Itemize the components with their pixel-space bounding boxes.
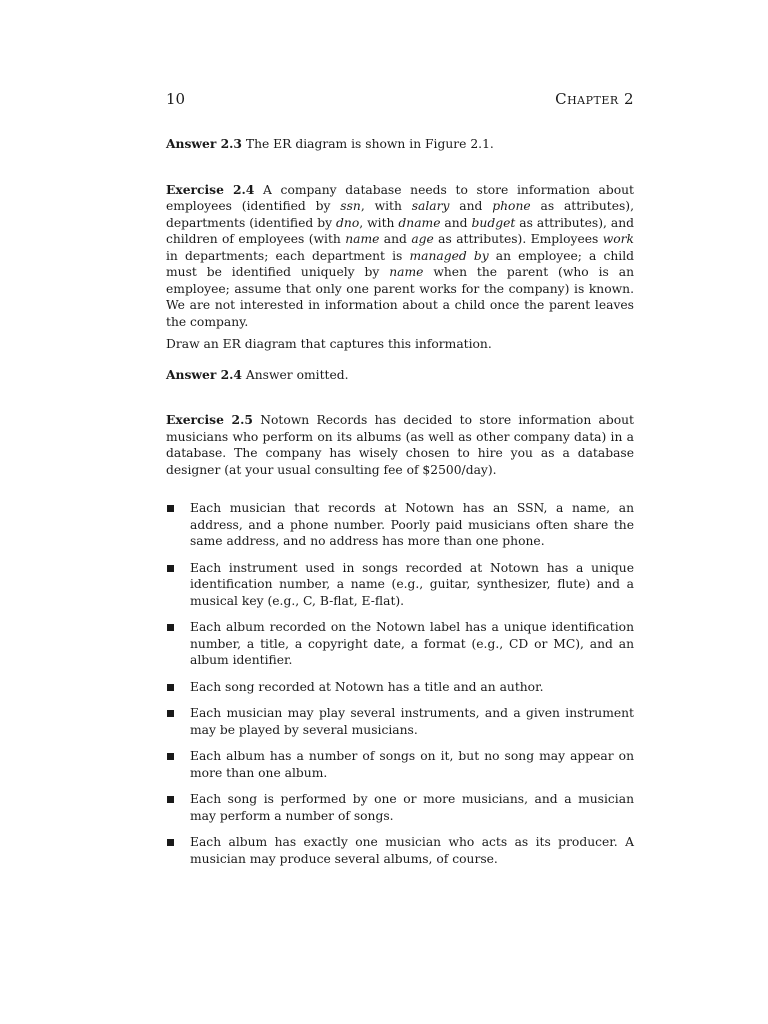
bullet-square-icon [167, 710, 174, 717]
list-item [166, 791, 634, 824]
exercise-2-4 [166, 182, 634, 331]
exercise-text: , with [360, 199, 412, 213]
exercise-text: as attributes). Employees [433, 232, 603, 246]
attribute-budget: budget [471, 215, 516, 230]
attribute-name: name [345, 232, 380, 246]
exercise-text: as attributes), and children of employees (with [166, 215, 635, 246]
list-item [166, 560, 634, 610]
exercise-label: Exercise 2.4 [166, 181, 255, 197]
exercise-text: and [449, 199, 493, 213]
answer-label: Answer 2.4 [166, 366, 242, 382]
attribute-age: age [411, 232, 434, 246]
relationship-work: work [602, 232, 634, 246]
exercise-text: in departments; each department is [166, 248, 410, 263]
list-item [166, 619, 634, 669]
list-item-text: Each song recorded at Notown has a title and an author. [190, 679, 544, 694]
bullet-square-icon [167, 753, 174, 760]
attribute-salary: salary [411, 199, 450, 213]
bullet-square-icon [167, 505, 174, 512]
bullet-square-icon [167, 684, 174, 691]
attribute-dno: dno [336, 215, 360, 230]
answer-2-3 [166, 136, 634, 153]
exercise-text: and [440, 215, 472, 230]
attribute-name: name [389, 265, 424, 279]
bullet-square-icon [167, 565, 174, 572]
exercise-label: Exercise 2.5 [166, 412, 253, 427]
page-number: 10 [166, 90, 186, 108]
list-item [166, 679, 634, 696]
exercise-2-5 [166, 412, 634, 478]
page-header [166, 90, 634, 110]
attribute-phone: phone [492, 199, 531, 213]
list-item [166, 705, 634, 738]
list-item [166, 834, 634, 867]
list-item-text: Each musician that records at Notown has an SSN, a name, an address, and a phone number. Poorly paid musicians often share the same address, and no address has more than one phone. [190, 501, 634, 548]
list-item [166, 748, 634, 781]
list-item-text: Each album recorded on the Notown label has a unique identification number, a title, a copyright date, a format (e.g., CD or MC), and an album identifier. [190, 620, 634, 667]
exercise-text: Notown Records has decided to store information about musicians who perform on its albums (as well as other company data) in a database. The company has wisely chosen to hire you as a database designer (at your usual consulting fee of $2500/day). [166, 413, 634, 477]
list-item [166, 500, 634, 550]
requirements-list [166, 500, 634, 867]
exercise-text: as attributes), departments (identified by [166, 199, 635, 230]
page-body [166, 136, 634, 877]
exercise-text: A company database needs to store information about employees (identified by [166, 182, 634, 213]
relationship-managed-by: managed by [409, 248, 489, 263]
answer-label: Answer 2.3 [166, 136, 242, 151]
list-item-text: Each album has exactly one musician who acts as its producer. A musician may produce several albums, of course. [190, 835, 634, 866]
exercise-2-4-instruction: Draw an ER diagram that captures this information. [166, 337, 492, 351]
bullet-square-icon [167, 624, 174, 631]
exercise-text: , with [359, 215, 399, 230]
list-item-text: Each instrument used in songs recorded at Notown has a unique identification number, a name (e.g., guitar, synthesizer, flute) and a musical key (e.g., C, B-flat, E-flat). [190, 560, 634, 608]
answer-text: The ER diagram is shown in Figure 2.1. [241, 137, 494, 151]
attribute-dname: dname [398, 215, 441, 230]
attribute-ssn: ssn [340, 199, 361, 213]
bullet-square-icon [167, 839, 174, 846]
answer-2-4 [166, 367, 634, 384]
answer-text: Answer omitted. [241, 367, 349, 382]
exercise-text: and [379, 232, 412, 246]
list-item-text: Each song is performed by one or more musicians, and a musician may perform a number of songs. [190, 792, 634, 823]
bullet-square-icon [167, 796, 174, 803]
list-item-text: Each musician may play several instruments, and a given instrument may be played by several musicians. [190, 706, 634, 737]
exercise-text: when the parent (who is an employee; assume that only one parent works for the company) is known. We are not interested in information about a child once the parent leaves the company. [166, 265, 634, 329]
chapter-title: Chapter 2 [555, 90, 634, 108]
exercise-text: an employee; a child must be identified uniquely by [166, 248, 635, 279]
list-item-text: Each album has a number of songs on it, but no song may appear on more than one album. [190, 749, 634, 780]
